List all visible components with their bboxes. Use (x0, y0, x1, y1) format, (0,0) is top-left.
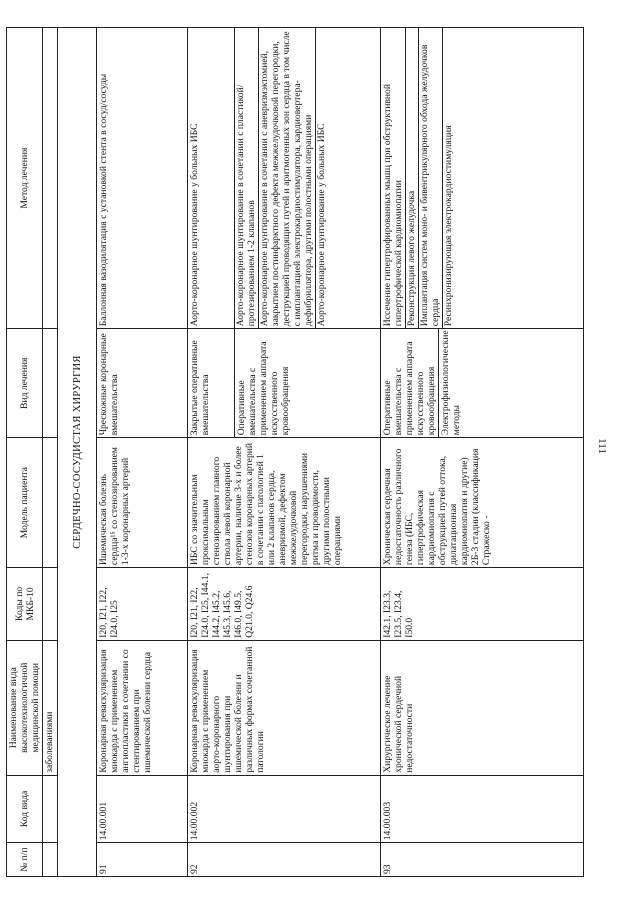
header-model: Модель пациента (7, 438, 43, 568)
row-methods (188, 28, 381, 329)
method-item: Иссечение гипертрофированных мышц при обструктивной гипертрофической кардиомиопатии (382, 28, 406, 328)
row-icd: I20, I21, I22, I24.0, I25 (97, 568, 188, 641)
kind-item: Оперативные вмешательства с применением аппарата искусственного кровообращения (381, 329, 439, 437)
method-item: Аорто-коронарное шунтирование в сочетании с аневризмэктомией, закрытием постинфарктного дефекта межжелудочковой перегородки, деструкцией проводящих путей и аритмогенных зон сердца в том числе с имплантацией электрокардиостимулятора, кардиовертера-дефибриллятора, другими полостными операциями (259, 28, 316, 328)
row-methods (97, 28, 188, 329)
row-model: ИБС со значительным проксимальным стенозированием главного ствола левой коронарной артерии, наличие 3-х и более стенозов коронарных артерий в сочетании с патологией 1 или 2 клапанов сердца, аневризмой, дефектом межжелудочковой перегородки, нарушениями ритма и проводимости, другими полостными операциями (188, 438, 381, 568)
method-item: Аорто-коронарное шунтирование у больных ИБС (316, 123, 327, 327)
section-title: СЕРДЕЧНО-СОСУДИСТАЯ ХИРУРГИЯ (58, 28, 97, 877)
method-item: Ресинхронизирующая электрокардиостимуляция (443, 125, 454, 327)
document-sheet (6, 27, 584, 877)
row-kind: Чрескожные коронарные вмешательства (97, 329, 188, 438)
row-num: 93 (381, 843, 584, 877)
header-num: № п/п (7, 843, 43, 877)
row-model: Ишемическая болезнь сердца¹⁵ со стенозированием 1-3-х коронарных артерий (97, 438, 188, 568)
table-row (97, 28, 188, 877)
row-num: 92 (188, 843, 381, 877)
row-code: 14.00.002 (188, 775, 381, 843)
row-icd: I42.1, I23.3, I23.5, I23.4, I50.0 (381, 568, 584, 641)
header-name: Наименование вида высокотехнологичной медицинской помощи (7, 640, 43, 775)
row-num: 91 (97, 843, 188, 877)
method-item: Аорто-коронарное шунтирование у больных ИБС (189, 28, 235, 328)
row-code: 14.00.001 (97, 775, 188, 843)
method-item: Аорто-коронарное шунтирование в сочетании с пластикой/протезированием 1-2 клапанов (235, 28, 259, 328)
header-row (7, 28, 43, 877)
section-row (58, 28, 97, 877)
page-number: 111 (596, 438, 608, 454)
header-method: Метод лечения (7, 28, 43, 329)
carry-over-row (43, 28, 58, 877)
carry-over-text: заболеваниями (43, 640, 58, 775)
table-row (188, 28, 381, 877)
method-item: Баллонная вазодилятация с установкой стента в сосуд/сосуды (98, 73, 109, 327)
row-kind (381, 329, 584, 438)
row-kind (188, 329, 381, 438)
row-name: Коронарная реваскуляризация миокарда с применением ангиопластики в сочетании со стентированием при ишемической болезни сердца (97, 640, 188, 775)
treatment-table (6, 27, 584, 877)
row-code: 14.00.003 (381, 775, 584, 843)
header-code: Код вида (7, 775, 43, 843)
row-model: Хроническая сердечная недостаточность различного генеза (ИБС, гипертрофическая кардиомиопатия с обструкцией путей оттока, дилатационная кардиомиопатия и другие) 2Б-3 стадии (классификация Стражеско - (381, 438, 584, 568)
kind-item: Закрытые оперативные вмешательства (188, 329, 235, 437)
header-kind: Вид лечения (7, 329, 43, 438)
row-methods (381, 28, 584, 329)
row-name: Хирургическое лечение хронической сердечной недостаточности (381, 640, 584, 775)
table-row (381, 28, 584, 877)
kind-item: Оперативные вмешательства с применением аппарата искусственного кровообращения (236, 341, 291, 436)
method-item: Имплантация систем моно- и бивентрикулярного обхода желудочков сердца (419, 28, 443, 328)
kind-item: Электрофизиологические методы (440, 330, 462, 436)
method-item: Реконструкция левого желудочка (406, 28, 419, 328)
row-icd: I20, I21, I22, I24.0, I25, I44.1, I44.2, I45.2, I45.3, I45.6, I46.0, I49.5, Q21.0, Q24.6 (188, 568, 381, 641)
header-icd: Коды по МКБ-10 (7, 568, 43, 641)
row-name: Коронарная реваскуляризация миокарда с применением аорто-коронарного шунтирования при ишемической болезни и различных формах сочетанной патологии (188, 640, 381, 775)
